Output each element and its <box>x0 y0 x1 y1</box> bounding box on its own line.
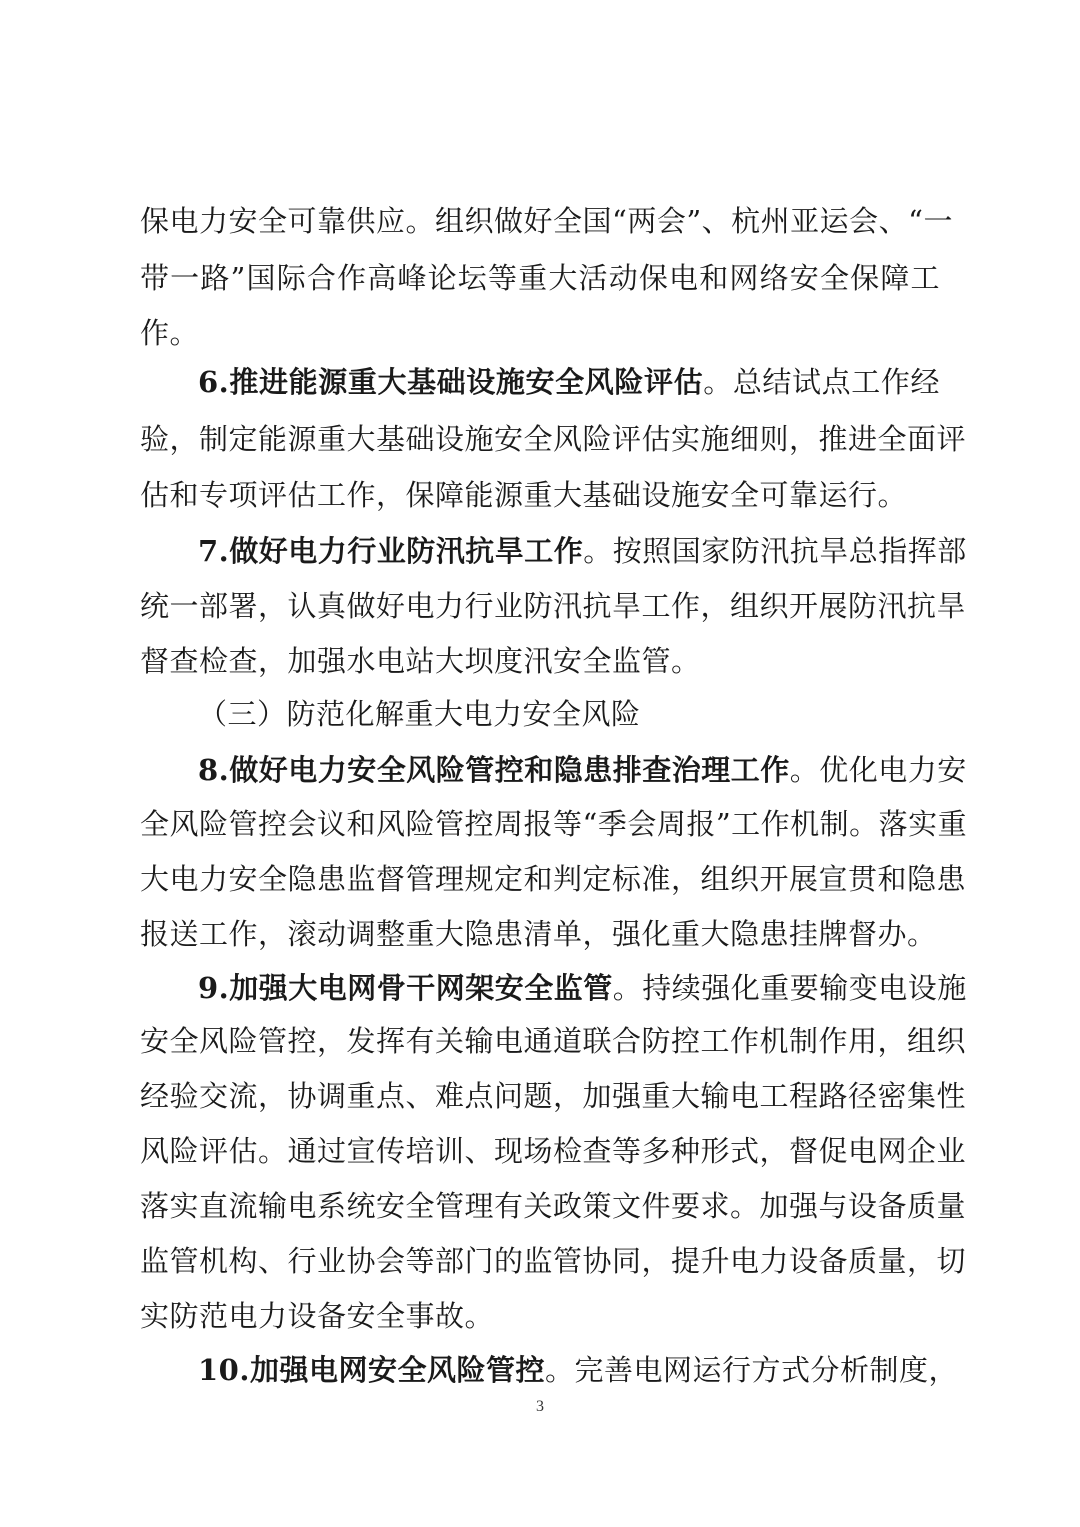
paragraph-line: 全风险管控会议和风险管控周报等“季会周报”工作机制。落实重 <box>140 807 968 841</box>
paragraph-line: 统一部署，认真做好电力行业防汛抗旱工作，组织开展防汛抗旱 <box>140 589 967 623</box>
paragraph-line: 实防范电力设备安全事故。 <box>140 1299 495 1333</box>
item-7-text: 。按照国家防汛抗旱总指挥部 <box>583 534 967 568</box>
item-8-heading: 8.做好电力安全风险管控和隐患排查治理工作 <box>198 753 790 787</box>
paragraph-line: 报送工作，滚动调整重大隐患清单，强化重大隐患挂牌督办。 <box>140 917 937 951</box>
item-6-text: 。总结试点工作经 <box>703 365 940 399</box>
paragraph-line: 验，制定能源重大基础设施安全风险评估实施细则，推进全面评 <box>140 422 967 456</box>
paragraph-line: 作。 <box>140 316 200 350</box>
item-6-heading: 6.推进能源重大基础设施安全风险评估 <box>198 365 704 399</box>
paragraph-line: 安全风险管控，发挥有关输电通道联合防控工作机制作用，组织 <box>140 1024 967 1058</box>
paragraph-line: 风险评估。通过宣传培训、现场检查等多种形式，督促电网企业 <box>140 1134 967 1168</box>
paragraph-line: 保电力安全可靠供应。组织做好全国“两会”、杭州亚运会、“一 <box>140 204 953 238</box>
page-number: 3 <box>536 1398 544 1415</box>
item-7-heading: 7.做好电力行业防汛抗旱工作 <box>198 534 584 568</box>
section-title: （三）防范化解重大电力安全风险 <box>198 697 641 731</box>
item-9-text: 。持续强化重要输变电设施 <box>612 971 967 1005</box>
item-6-line <box>198 352 940 412</box>
paragraph-line: 估和专项评估工作，保障能源重大基础设施安全可靠运行。 <box>140 478 908 512</box>
paragraph-line: 落实直流输电系统安全管理有关政策文件要求。加强与设备质量 <box>140 1189 967 1223</box>
item-8-text: 。优化电力安 <box>789 753 967 787</box>
item-10-text: 。完善电网运行方式分析制度， <box>544 1353 958 1387</box>
paragraph-line: 经验交流，协调重点、难点问题，加强重大输电工程路径密集性 <box>140 1079 967 1113</box>
item-10-heading: 10.加强电网安全风险管控 <box>198 1353 545 1387</box>
paragraph-line: 大电力安全隐患监督管理规定和判定标准，组织开展宣贯和隐患 <box>140 862 967 896</box>
paragraph-line: 监管机构、行业协会等部门的监管协同，提升电力设备质量，切 <box>140 1244 967 1278</box>
paragraph-line: 督查检查，加强水电站大坝度汛安全监管。 <box>140 644 701 678</box>
paragraph-line: 带一路”国际合作高峰论坛等重大活动保电和网络安全保障工 <box>140 261 940 295</box>
item-9-line <box>198 958 967 1018</box>
item-10-line <box>198 1340 958 1400</box>
item-9-heading: 9.加强大电网骨干网架安全监管 <box>198 971 613 1005</box>
item-8-line <box>198 740 967 800</box>
item-7-line <box>198 521 967 581</box>
